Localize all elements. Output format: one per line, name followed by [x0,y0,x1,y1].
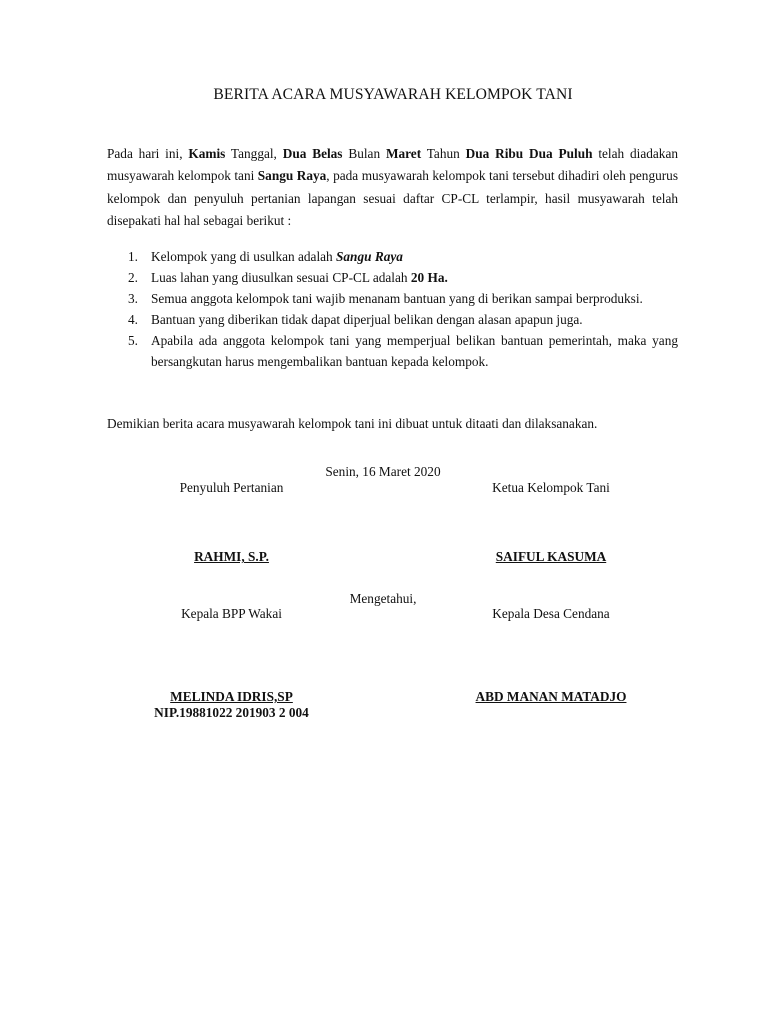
right-signatory-name: SAIFUL KASUMA [495,549,607,564]
list-text: Luas lahan yang diusulkan sesuai CP-CL adalah [151,270,411,285]
intro-text: , pada musyawarah kelompok tani tersebut dihadiri oleh pengurus kelompok dan penyuluh pertanian lapangan sesuai daftar CP-CL terlampir, hasil musyawarah telah disepakati hal hal sebagai berikut : [107,168,678,228]
list-text: Bantuan yang diberikan tidak dapat diperjual belikan dengan alasan apapun juga. [151,312,583,327]
list-item [107,267,678,288]
list-item [107,288,678,309]
right-signatory-role: Ketua Kelompok Tani [492,480,610,495]
list-item [107,246,678,267]
left-signatory-role: Penyuluh Pertanian [179,480,284,495]
intro-month: Maret [385,146,422,161]
list-item [107,330,678,372]
intro-paragraph [107,143,678,232]
list-emphasis: 20 Ha. [410,270,448,285]
left-signatory-name: RAHMI, S.P. [194,549,269,564]
list-number: 5. [128,333,138,348]
left-approver-role: Kepala BPP Wakai [181,606,282,621]
document-title: BERITA ACARA MUSYAWARAH KELOMPOK TANI [213,86,573,103]
intro-text: Bulan [342,146,386,161]
intro-group: Sangu Raya [257,168,327,184]
list-number: 1. [128,249,138,264]
list-number: 3. [128,291,138,306]
right-approver-name: ABD MANAN MATADJO [475,689,627,704]
intro-text: telah diadakan musyawarah kelompok tani [107,146,679,184]
intro-text: Tanggal, [225,146,283,161]
list-number: 4. [128,312,138,327]
intro-date: Dua Belas [282,146,343,161]
left-approver-nip: NIP.19881022 201903 2 004 [154,705,309,720]
list-text: Kelompok yang di usulkan adalah [151,249,337,264]
signature-date: Senin, 16 Maret 2020 [325,464,441,479]
list-text: Apabila ada anggota kelompok tani yang memperjual belikan bantuan pemerintah, maka yang bersangkutan harus mengembalikan bantuan kepada kelompok. [151,333,678,369]
intro-text: Pada hari ini, [107,146,189,161]
intro-year: Dua Ribu Dua Puluh [465,146,593,161]
list-text: Semua anggota kelompok tani wajib menanam bantuan yang di berikan sampai berproduksi. [151,291,643,306]
intro-text: Tahun [421,146,466,161]
list-number: 2. [128,270,138,285]
right-approver-role: Kepala Desa Cendana [492,606,610,621]
left-approver-name: MELINDA IDRIS,SP [170,689,293,704]
intro-day: Kamis [188,146,226,161]
acknowledged-label: Mengetahui, [349,591,417,606]
list-item [107,309,678,330]
closing-paragraph: Demikian berita acara musyawarah kelompok tani ini dibuat untuk ditaati dan dilaksanakan. [107,416,598,431]
agreement-list [107,246,678,372]
list-emphasis: Sangu Raya [336,249,403,264]
